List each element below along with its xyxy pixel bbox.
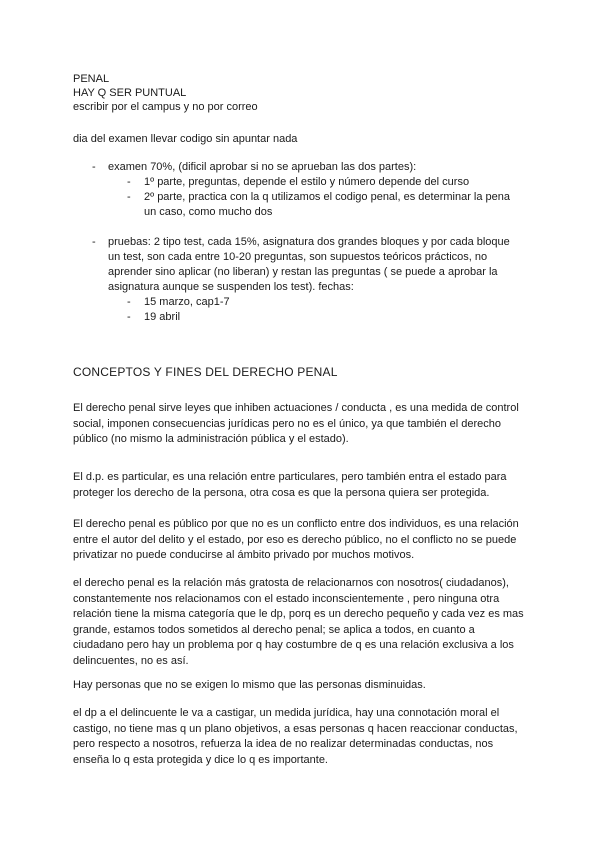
exam-item: examen 70%, (dificil aprobar si no se aprueban las dos partes):	[108, 161, 417, 173]
tests-item-line1: pruebas: 2 tipo test, cada 15%, asignatura dos grandes bloques y por cada bloque	[108, 236, 510, 248]
paragraph-line: El d.p. es particular, es una relación entre particulares, pero también entra el estado para	[73, 471, 507, 483]
paragraph-line: grande, estamos todos sometidos al derecho penal; se aplica a todos, en cuanto a	[73, 623, 475, 636]
paragraph-line: constantemente nos relacionamos con el estado inconscientemente , pero ninguna otra	[73, 592, 500, 605]
paragraph-line: el dp a el delincuente le va a castigar, un medida jurídica, hay una connotación moral el	[73, 707, 500, 719]
exam-day-note: dia del examen llevar codigo sin apuntar nada	[73, 133, 298, 145]
paragraph-line: proteger los derecho de la persona, otra cosa es que la persona quiera ser protegida.	[73, 486, 490, 499]
list-bullet: -	[92, 236, 96, 248]
paragraph-line: El derecho penal sirve leyes que inhiben actuaciones / conducta , es una medida de control	[73, 402, 519, 414]
paragraph-line: privatizar no puede conducirse al ámbito privado por muchos motivos.	[73, 549, 415, 561]
paragraph-line: El derecho penal es público por que no es un conflicto entre dos individuos, es una relación	[73, 518, 519, 530]
test-date-1: 15 marzo, cap1-7	[144, 296, 230, 308]
exam-part-2-line2: un caso, como mucho dos	[144, 206, 273, 218]
tests-item-line4: asignatura aunque se suspenden los test). fechas:	[108, 281, 354, 293]
test-date-2: 19 abril	[144, 311, 181, 323]
paragraph-line: delincuentes, no es así.	[73, 654, 189, 667]
list-bullet: -	[92, 161, 96, 173]
paragraph-control-social	[73, 401, 533, 448]
doc-title: PENAL	[73, 73, 110, 85]
tests-item-line2: un test, son cada entre 10-20 preguntas, son supuestos teóricos prácticos, no	[108, 251, 488, 263]
exam-part-2-line1: 2º parte, practica con la q utilizamos el codigo penal, es determinar la pena	[144, 191, 511, 203]
paragraph-line: ciudadano pero hay un problema por q hay costumbre de q es una relación exclusiva a los	[73, 639, 514, 651]
paragraph-relacion	[73, 576, 533, 669]
tests-item-line3: aprender sino aplicar (no liberan) y restan las preguntas ( se puede a aprobar la	[108, 266, 498, 278]
paragraph-particular	[73, 470, 533, 501]
paragraph-line: castigo, no tiene mas q un plano objetivos, a esas personas q hacen reaccionar conductas,	[73, 722, 518, 735]
paragraph-castigo	[73, 706, 533, 768]
paragraph-line: social, imponen consecuencias jurídicas pero no es el único, ya que también el derecho	[73, 417, 502, 430]
paragraph-line: pero respecto a nosotros, refuerza la idea de no realizar determinadas conductas, nos	[73, 738, 494, 750]
punctuality-note: HAY Q SER PUNTUAL	[73, 87, 187, 99]
paragraph-line: entre el autor del delito y el estado, por eso es derecho público, no el conflicto no se puede	[73, 533, 517, 546]
paragraph-line: Hay personas que no se exigen lo mismo que las personas disminuidas.	[73, 679, 426, 691]
section-heading: CONCEPTOS Y FINES DEL DERECHO PENAL	[73, 365, 338, 379]
contact-note: escribir por el campus y no por correo	[73, 101, 258, 113]
paragraph-line: público (no mismo la administración pública y el estado).	[73, 433, 349, 445]
paragraph-personas	[73, 678, 533, 694]
paragraph-line: relación tiene la misma categoría que le dp, porq es un derecho pequeño y cada vez es mas	[73, 608, 524, 620]
sub-bullet: -	[127, 176, 131, 188]
paragraph-publico	[73, 517, 533, 564]
sub-bullet: -	[127, 191, 131, 203]
paragraph-line: el derecho penal es la relación más gratosta de relacionarnos con nosotros( ciudadanos),	[73, 577, 509, 589]
sub-bullet: -	[127, 311, 131, 323]
sub-bullet: -	[127, 296, 131, 308]
paragraph-line: enseña lo q esta protegida y dice lo q es importante.	[73, 753, 328, 766]
exam-part-1: 1º parte, preguntas, depende el estilo y número depende del curso	[144, 176, 470, 188]
